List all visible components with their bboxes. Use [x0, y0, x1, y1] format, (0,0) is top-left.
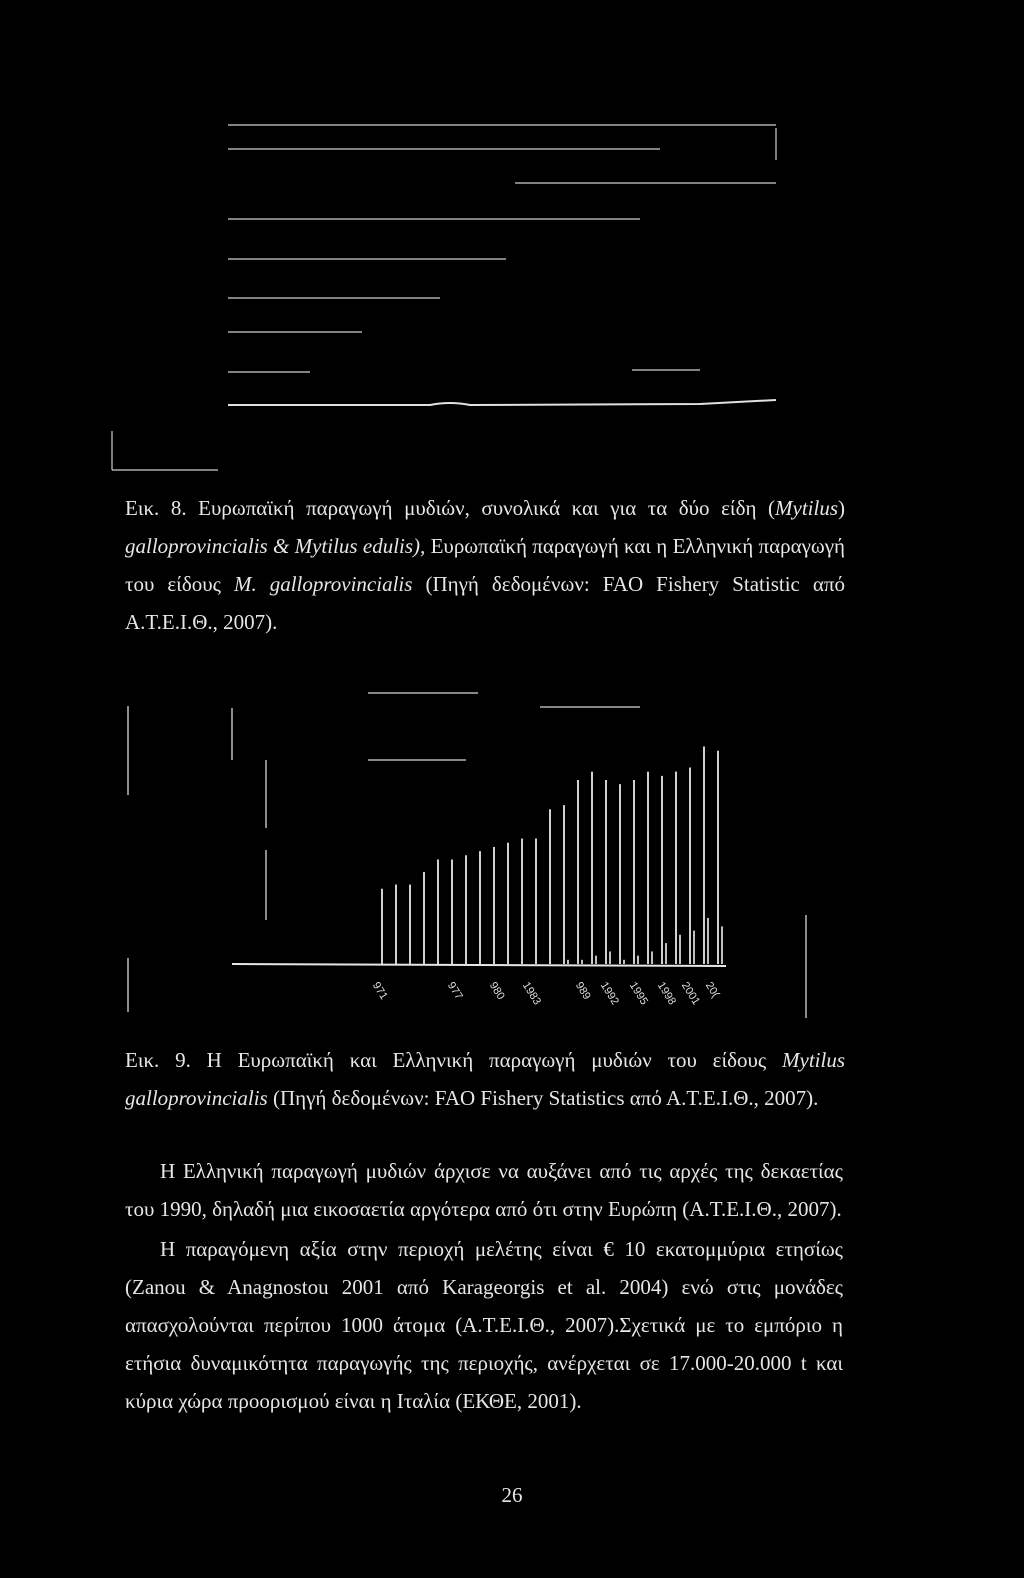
text-line: κύρια χώρα προορισμού είναι η Ιταλία (ΕΚΘΕ, 2001). — [125, 1389, 582, 1413]
text-line: απασχολούνται περίπου 1000 άτομα (Α.Τ.Ε.Ι.Θ., 2007).Σχετικά με το εμπόριο η — [125, 1313, 843, 1337]
caption-line: galloprovincialis & Mytilus edulis), Ευρωπαϊκή παραγωγή και η Ελληνική παραγωγή — [125, 534, 845, 558]
page-number: 26 — [501, 1483, 523, 1507]
body-paragraph-1 — [125, 1152, 843, 1228]
text-line: ετήσια δυναμικότητα παραγωγής της περιοχής, ανέρχεται σε 17.000-20.000 t και — [125, 1351, 843, 1375]
caption-line: Εικ. 9. Η Ευρωπαϊκή και Ελληνική παραγωγή μυδιών του είδους Mytilus — [125, 1048, 845, 1072]
x-tick-label: 20( — [702, 980, 722, 1000]
text-line: του 1990, δηλαδή μια εικοσαετία αργότερα από ότι στην Ευρώπη (Α.Τ.Ε.Ι.Θ., 2007). — [125, 1197, 842, 1221]
x-tick-label: 977 — [444, 980, 465, 1002]
x-tick-label: 1992 — [597, 980, 621, 1008]
x-tick-label: 980 — [486, 980, 507, 1002]
caption-line: του είδους M. galloprovincialis (Πηγή δεδομένων: FAO Fishery Statistic από — [125, 572, 845, 596]
caption-line: Α.Τ.Ε.Ι.Θ., 2007). — [125, 610, 278, 634]
figure9-caption — [125, 1041, 845, 1117]
x-tick-label: 2001 — [678, 980, 702, 1008]
x-tick-label: 971 — [369, 980, 390, 1002]
x-tick-label: 1983 — [519, 980, 543, 1008]
x-tick-label: 989 — [572, 980, 593, 1002]
caption-line: Εικ. 8. Ευρωπαϊκή παραγωγή μυδιών, συνολικά και για τα δύο είδη (Mytilus) — [125, 496, 845, 520]
caption-line: galloprovincialis (Πηγή δεδομένων: FAO Fishery Statistics από Α.Τ.Ε.Ι.Θ., 2007). — [125, 1086, 819, 1110]
text-line: Η Ελληνική παραγωγή μυδιών άρχισε να αυξάνει από τις αρχές της δεκαετίας — [160, 1159, 843, 1183]
x-tick-label: 1995 — [626, 980, 650, 1008]
text-line: Η παραγόμενη αξία στην περιοχή μελέτης είναι € 10 εκατομμύρια ετησίως — [160, 1237, 843, 1261]
body-paragraph-2 — [125, 1230, 843, 1420]
fig9-x-axis — [232, 964, 726, 966]
x-tick-label: 1998 — [654, 980, 678, 1008]
text-line: (Zanou & Anagnostou 2001 από Karageorgis et al. 2004) ενώ στις μονάδες — [125, 1275, 843, 1299]
